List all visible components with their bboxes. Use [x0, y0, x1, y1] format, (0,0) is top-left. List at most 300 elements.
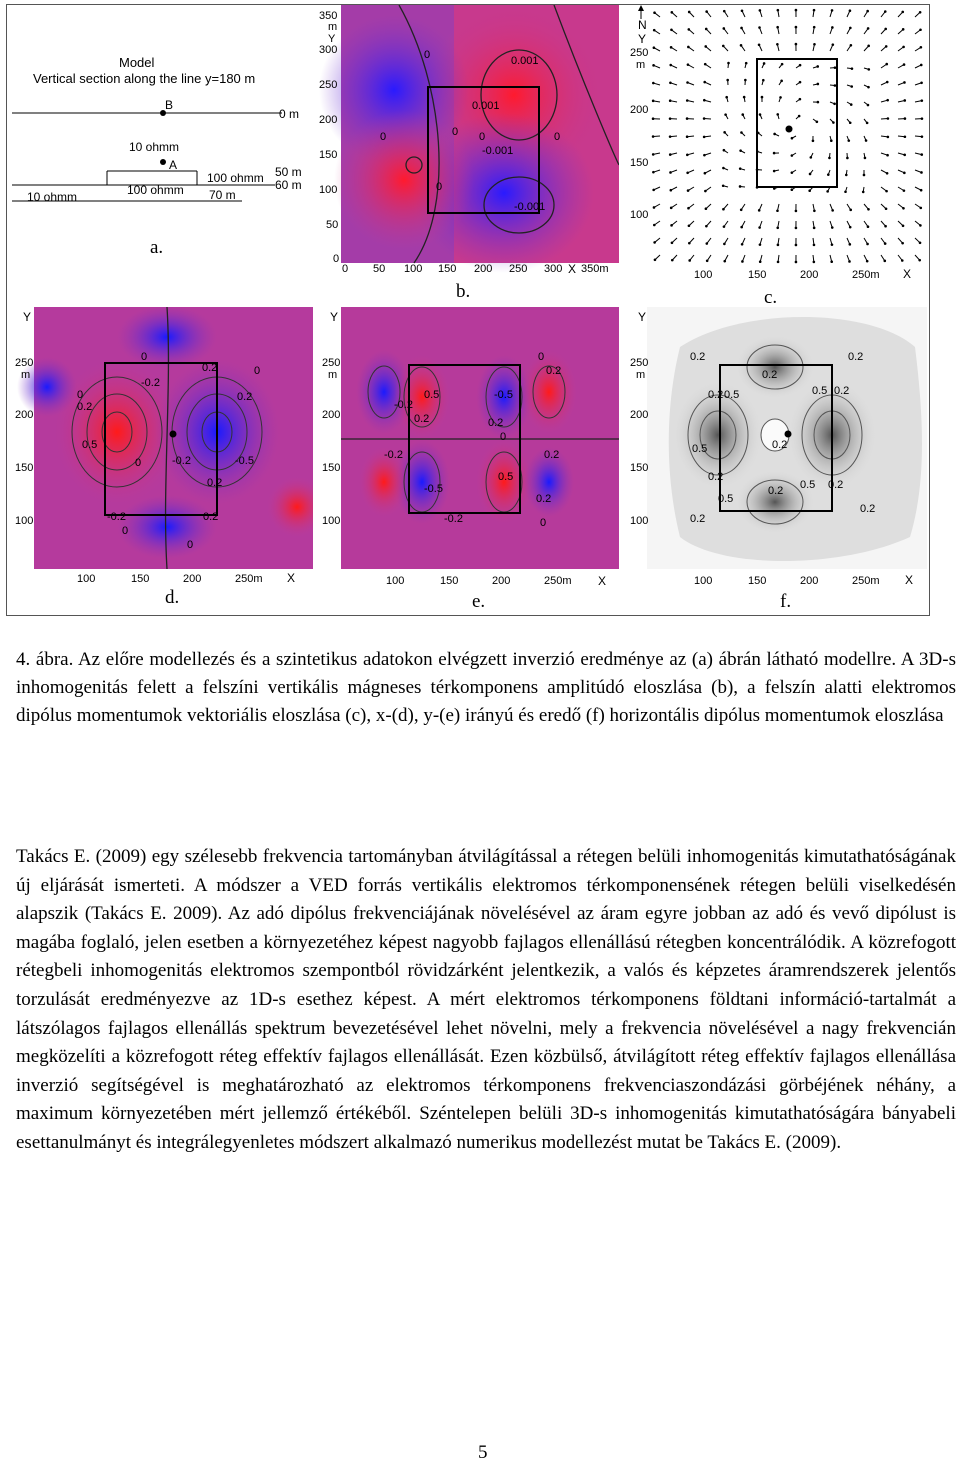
e-contour-6: -0.5 [494, 389, 513, 401]
f-contour-4: 0.5 [724, 389, 740, 401]
f-y-tick-100: 100 [630, 515, 649, 527]
vector-arrow-head [844, 190, 847, 193]
vector-arrow-head [828, 157, 831, 160]
d-y-unit: m [21, 369, 31, 381]
d-x-tick-200: 200 [183, 573, 202, 585]
f-x-tick-100: 100 [694, 575, 713, 587]
f-contour-12: 0.2 [768, 485, 784, 497]
b-x-tick-150: 150 [438, 263, 457, 275]
vector-arrow-head [671, 241, 674, 244]
vector-arrow-head [704, 63, 707, 66]
vector-arrow-head [885, 45, 888, 48]
b-y-tick-50: 50 [326, 219, 339, 231]
depth-70-label: 70 m [209, 188, 236, 202]
e-x-tick-250: 250m [544, 575, 572, 587]
d-y-tick-150: 150 [15, 462, 34, 474]
page-number: 5 [478, 1442, 488, 1463]
vector-arrow-head [688, 242, 691, 245]
vector-arrow-head [817, 101, 820, 104]
vector-arrow-head [831, 209, 834, 212]
vector-arrow-head [817, 83, 820, 86]
vector-arrow-head [920, 64, 923, 67]
vector-arrow-head [887, 136, 890, 139]
vector-arrow-head [831, 9, 834, 12]
vector-arrow-head [773, 152, 776, 155]
vector-arrow-head [723, 131, 726, 134]
vector-arrow-head [740, 226, 743, 229]
d-x-axis: X [287, 571, 296, 585]
c-y-axis: Y [638, 32, 647, 46]
vector-arrow-head [687, 63, 690, 66]
vector-arrow-head [849, 226, 852, 229]
d-contour-6: 0 [77, 389, 84, 401]
d-x-tick-100: 100 [77, 573, 96, 585]
model-section-drawing [7, 5, 313, 305]
vector-arrow-head [653, 46, 656, 49]
vector-arrow-head [687, 189, 690, 192]
y-moment-contour-map [314, 307, 619, 613]
d-contour-2: 0.2 [202, 362, 218, 374]
vector-arrow-head [834, 84, 837, 87]
b-contour-neg-0.001-a: -0.001 [482, 145, 514, 157]
vector-arrow-head [741, 243, 744, 246]
panel-e-y-moment [314, 307, 619, 613]
vector-arrow-head [867, 27, 870, 30]
vector-arrow-head [902, 46, 905, 49]
vector-arrow-head [740, 44, 743, 47]
vector-arrow-head [863, 174, 866, 177]
panel-d-letter: d. [165, 587, 180, 608]
vector-arrow-head [670, 207, 673, 210]
vector-arrow-head [847, 139, 850, 142]
vector-arrow-head [862, 191, 865, 194]
vector-arrow-head [799, 64, 802, 67]
e-contour-12: 0.5 [498, 471, 514, 483]
vector-arrow-head [705, 28, 708, 31]
vector-arrow-head [849, 243, 852, 246]
vector-arrow-head [903, 63, 906, 66]
f-contour-1: 0.2 [690, 351, 706, 363]
f-contour-5: 0.2 [708, 389, 724, 401]
vector-arrow-head [919, 28, 922, 31]
e-y-tick-200: 200 [322, 409, 341, 421]
vector-arrow-head [723, 10, 726, 13]
vector-arrow-head [669, 99, 672, 102]
vector-arrow-head [705, 207, 708, 210]
vector-arrow-head [885, 190, 888, 193]
b-contour-0.001-b: 0.001 [472, 100, 500, 112]
panel-e-letter: e. [472, 591, 486, 612]
vector-arrow-head [901, 242, 904, 245]
vector-arrow-head [809, 173, 812, 176]
d-contour-7: 0.2 [77, 401, 93, 413]
vector-arrow-head [920, 189, 923, 192]
vector-arrow-head [846, 157, 849, 160]
vector-arrow-head [703, 154, 706, 157]
vector-arrow-head [652, 135, 655, 138]
vector-arrow-head [776, 113, 779, 116]
e-x-tick-100: 100 [386, 575, 405, 587]
vector-arrow-head [652, 189, 655, 192]
vector-arrow-head [833, 102, 836, 105]
vector-arrow-head [776, 26, 779, 29]
vector-arrow-head [795, 210, 798, 213]
vector-arrow-head [669, 117, 672, 120]
vector-arrow-head [743, 96, 746, 99]
vector-arrow-head [813, 261, 816, 264]
vector-arrow-head [722, 45, 725, 48]
vector-arrow-head [686, 135, 689, 138]
vector-arrow-head [850, 103, 853, 106]
body-paragraph: Takács E. (2009) egy szélesebb frekvencia tartományban átvilágítással a rétegen belüli inhomogenitás kimutathatóságának új eljárását ismerteti. A módszer a VED forrás vertikális elektromos térkomponensének rétegen belüli viselkedésén alapszik (Takács E. 2009). Az adó dipólus frekvenciájának növelésével az áram egyre jobban az adó és vevő dipólust is magába foglaló, jelen esetben a környezetéhez képest nagyobb fajlagos ellenállású rétegben koncentrálódik. A közrefogott rétegbeli inhomogenitás elektromos szempontból rövidzárként jelentkezik, a valós és képzetes áramrendszerek jelentős torzulását eredményezve az 1D-s esethez képest. A mért elektromos térkomponens földtani információ-tartalmát a látszólagos fajlagos ellenállás spektrum bevezetésével lehet növelni, mely a frekvencia növelésével a nagy frekvencián megközelíti a közrefogott réteg effektív fajlagos ellenállását. Ezen közbülső, átvilágított réteg effektív fajlagos ellenállása inverzió segítségével is meghatározható az elektromos térkomponens frekvenciaszondázási görbéjének néhány, a maximum környezetében mért jellemző értékéből. Széntelepen belüli 3D-s inhomogenitás kimutathatóságára bányabeli esettanulmányt és integrálegyenletes módszert alkalmazó numerikus modellezést mutat be Takács E. (2009). [16, 846, 956, 1153]
b-contour-0-b: 0 [380, 131, 387, 143]
vector-arrow-head [791, 154, 794, 157]
vector-arrow-head [903, 172, 906, 175]
vector-arrow-head [795, 227, 798, 230]
b-contour-0.001-a: 0.001 [511, 55, 539, 67]
vector-arrow-head [688, 259, 691, 262]
e-x-tick-200: 200 [492, 575, 511, 587]
panel-a-model [7, 5, 313, 305]
vector-arrow-head [703, 136, 706, 139]
vector-arrow-head [903, 81, 906, 84]
res-top-label: 10 ohmm [129, 140, 180, 154]
vector-arrow-head [887, 117, 890, 120]
vector-arrow-head [686, 99, 689, 102]
c-y-tick-100: 100 [630, 209, 649, 221]
vector-arrow-head [759, 260, 762, 263]
vector-arrow-head [740, 27, 743, 30]
d-contour-11: 0 [135, 457, 142, 469]
vector-arrow-head [744, 79, 747, 82]
b-x-axis: X [568, 262, 577, 276]
e-contour-9: -0.2 [384, 449, 403, 461]
vector-arrow-head [740, 208, 743, 211]
vector-arrow-head [687, 207, 690, 210]
vector-arrow-head [904, 135, 907, 138]
f-contour-16: 0.2 [860, 503, 876, 515]
vector-arrow-head [831, 226, 834, 229]
vector-arrow-head [773, 187, 776, 190]
vector-arrow-head [686, 171, 689, 174]
vector-arrow-head [867, 225, 870, 228]
b-contour-neg-0.001-b: -0.001 [514, 201, 546, 213]
vector-arrow-head [776, 209, 779, 212]
d-contour-12: 0.2 [207, 477, 223, 489]
vector-arrow-head [688, 224, 691, 227]
vector-arrow-head [884, 28, 887, 31]
f-y-tick-250: 250 [630, 357, 649, 369]
c-y-tick-250: 250 [630, 47, 649, 59]
vector-arrow-head [919, 224, 922, 227]
vector-arrow-head [850, 85, 853, 88]
d-contour-1: 0 [141, 351, 148, 363]
vector-arrow-head [777, 9, 780, 12]
vector-arrow-head [704, 172, 707, 175]
vector-arrow-head [884, 10, 887, 13]
d-y-tick-250: 250 [15, 357, 34, 369]
vector-arrow-head [773, 133, 776, 136]
e-y-tick-100: 100 [322, 515, 341, 527]
vector-arrow-head [849, 9, 852, 12]
vector-arrow-head [920, 46, 923, 49]
vector-arrow-head [739, 167, 742, 170]
vector-arrow-head [705, 225, 708, 228]
vector-arrow-head [795, 244, 798, 247]
vector-arrow-head [812, 140, 815, 143]
vector-arrow-head [791, 137, 794, 140]
vector-arrow-head [670, 224, 673, 227]
vector-arrow-head [845, 174, 848, 177]
vector-arrow-head [791, 171, 794, 174]
vector-arrow-head [885, 63, 888, 66]
res-left-label: 10 ohmm [27, 190, 78, 204]
vector-arrow-head [777, 244, 780, 247]
vector-arrow-head [671, 259, 674, 262]
vector-arrow-head [725, 96, 728, 99]
vector-arrow-head [849, 209, 852, 212]
b-contour-0-f: 0 [436, 181, 443, 193]
vector-arrow-head [670, 46, 673, 49]
b-y-axis: Y [328, 33, 336, 45]
depth-50-label: 50 m [275, 165, 302, 179]
vector-arrow-head [867, 68, 870, 71]
vector-arrow-head [816, 120, 819, 123]
vector-arrow-head [791, 188, 794, 191]
vector-arrow-head [653, 29, 656, 32]
vector-arrow-head [739, 149, 742, 152]
vector-arrow-head [886, 154, 889, 157]
vector-arrow-head [727, 62, 730, 65]
d-y-axis: Y [23, 310, 32, 324]
vector-arrow-head [726, 79, 729, 82]
vector-arrow-head [795, 9, 798, 12]
f-y-tick-200: 200 [630, 409, 649, 421]
vector-arrow-head [919, 11, 922, 14]
b-y-tick-150: 150 [319, 149, 338, 161]
vector-arrow-head [758, 209, 761, 212]
vector-arrow-head [849, 27, 852, 30]
vector-arrow-head [867, 104, 870, 107]
b-y-unit: m [328, 21, 338, 33]
vector-arrow-head [813, 209, 816, 212]
vector-arrow-head [827, 173, 830, 176]
vector-arrow-head [723, 243, 726, 246]
model-subtitle: Vertical section along the line y=180 m [33, 71, 256, 86]
figure-caption: 4. ábra. Az előre modellezés és a szintetikus adatokon elvégzett inverzió eredménye az (a) ábrán látható modellre. A 3D-s inhomogenitás felett a felszíni vertikális mágneses térkomponens amplitúdó eloszlása (b), a felszín alatti elektromos dipólus momentumok vektoriális eloszlása (c), x-(d), y-(e) irányú és eredő (f) horizontális dipólus momentumok eloszlása [16, 649, 956, 726]
vector-arrow-head [762, 79, 765, 82]
vector-arrow-head [902, 28, 905, 31]
vector-arrow-head [903, 154, 906, 157]
depth-0-label: 0 m [279, 107, 300, 121]
e-contour-15: 0 [540, 517, 547, 529]
b-x-tick-300: 300 [544, 263, 563, 275]
resultant-moment-contour-map [620, 307, 927, 613]
f-y-axis: Y [638, 310, 647, 324]
vector-arrow-head [884, 225, 887, 228]
f-contour-7: 0.2 [834, 385, 850, 397]
f-x-tick-150: 150 [748, 575, 767, 587]
b-x-tick-50: 50 [373, 263, 386, 275]
panel-f-resultant-moment [620, 307, 927, 613]
vector-arrow-head [705, 242, 708, 245]
vector-arrow-head [851, 67, 854, 70]
vector-arrow-head [813, 43, 816, 46]
vector-arrow-head [799, 98, 802, 101]
e-contour-10: 0.2 [544, 449, 560, 461]
vector-arrow-head [831, 26, 834, 29]
vector-arrow-head [704, 45, 707, 48]
f-contour-3: 0.2 [762, 369, 778, 381]
vector-arrow-head [902, 224, 905, 227]
vector-arrow-head [808, 189, 811, 192]
b-contour-0-d: 0 [479, 131, 486, 143]
vector-arrow-head [918, 259, 921, 262]
panel-d-x-moment [7, 307, 313, 613]
vector-arrow-head [670, 189, 673, 192]
vector-arrow-head [686, 117, 689, 120]
vector-arrow-head [745, 62, 748, 65]
f-x-axis: X [905, 573, 914, 587]
e-contour-4: 0.2 [414, 413, 430, 425]
vector-arrow-head [864, 157, 867, 160]
vector-arrow-head [740, 131, 743, 134]
e-x-tick-150: 150 [440, 575, 459, 587]
vector-arrow-head [779, 96, 782, 99]
vector-arrow-head [867, 45, 870, 48]
vector-arrow-head [850, 44, 853, 47]
vector-arrow-head [759, 243, 762, 246]
vector-arrow-head [781, 63, 784, 66]
b-x-tick-0: 0 [342, 263, 349, 275]
d-y-tick-200: 200 [15, 409, 34, 421]
f-contour-8: 0.5 [692, 443, 708, 455]
vector-arrow-head [903, 189, 906, 192]
vector-arrow-head [813, 227, 816, 230]
vector-arrow-head [813, 9, 816, 12]
vector-arrow-head [919, 242, 922, 245]
vector-arrow-head [669, 135, 672, 138]
vector-arrow-head [867, 86, 870, 89]
vector-arrow-head [669, 171, 672, 174]
d-x-tick-150: 150 [131, 573, 150, 585]
e-x-axis: X [598, 574, 607, 588]
vector-arrow-head [653, 206, 656, 209]
vector-arrow-head [758, 43, 761, 46]
d-contour-9: -0.2 [172, 455, 191, 467]
vector-arrow-head [920, 81, 923, 84]
vector-arrow-head [848, 260, 851, 263]
e-y-axis: Y [330, 310, 339, 324]
vector-arrow-head [671, 11, 674, 14]
e-contour-5: 0.5 [424, 389, 440, 401]
vector-arrow-head [831, 243, 834, 246]
vector-arrow-head [866, 10, 869, 13]
vector-arrow-head [758, 226, 761, 229]
b-x-tick-250: 250 [509, 263, 528, 275]
vector-arrow-head [901, 11, 904, 14]
f-contour-9: 0.2 [772, 439, 788, 451]
e-contour-1: 0 [538, 351, 545, 363]
d-contour-16: 0 [187, 539, 194, 551]
f-contour-15: 0.2 [690, 513, 706, 525]
vector-arrow-head [799, 81, 802, 84]
f-contour-11: 0.5 [718, 493, 734, 505]
d-contour-5: 0.2 [237, 391, 253, 403]
vector-arrow-head [739, 185, 742, 188]
d-x-tick-250: 250m [235, 573, 263, 585]
vector-arrow-head [705, 10, 708, 13]
vector-arrow-head [653, 11, 656, 14]
vector-arrow-head [687, 46, 690, 49]
vector-arrow-head [652, 82, 655, 85]
vector-arrow-head [704, 190, 707, 193]
e-y-tick-250: 250 [322, 357, 341, 369]
b-y-tick-0: 0 [333, 253, 340, 265]
vector-arrow-head [886, 81, 889, 84]
vector-arrow-head [741, 260, 744, 263]
vector-arrow-head [703, 99, 706, 102]
vector-arrow-head [652, 100, 655, 103]
e-contour-11: -0.5 [424, 483, 443, 495]
panel-c-vector-field [620, 5, 927, 305]
panel-f-letter: f. [780, 591, 792, 612]
vector-arrow-head [865, 139, 868, 142]
vector-arrow-head [654, 258, 657, 261]
vector-arrow-head [757, 132, 760, 135]
point-a-label: A [169, 158, 178, 172]
x-moment-contour-map [7, 307, 313, 613]
d-contour-10: -0.5 [235, 455, 254, 467]
model-title: Model [119, 55, 155, 70]
vector-arrow-head [920, 153, 923, 156]
vector-arrow-head [884, 242, 887, 245]
d-contour-13: -0.2 [107, 511, 126, 523]
vector-arrow-head [669, 153, 672, 156]
vector-arrow-head [758, 26, 761, 29]
vector-arrow-head [722, 167, 725, 170]
d-contour-15: 0.2 [203, 511, 219, 523]
d-contour-4: 0 [254, 365, 261, 377]
vector-arrow-head [703, 117, 706, 120]
vector-arrow-head [759, 113, 762, 116]
c-x-tick-100: 100 [694, 269, 713, 281]
vector-arrow-head [653, 224, 656, 227]
e-contour-2: 0.2 [546, 365, 562, 377]
dipole-vector-map [620, 5, 927, 305]
c-y-tick-150: 150 [630, 157, 649, 169]
vector-arrow-head [902, 207, 905, 210]
vector-arrow-head [866, 122, 869, 125]
vector-arrow-head [795, 43, 798, 46]
vector-arrow-head [687, 28, 690, 31]
vector-arrow-head [921, 135, 924, 138]
vector-arrow-head [652, 153, 655, 156]
f-contour-13: 0.5 [800, 479, 816, 491]
north-label: N [638, 18, 647, 32]
vector-arrow-head [886, 172, 889, 175]
vector-arrow-head [669, 82, 672, 85]
panel-b-letter: b. [456, 281, 471, 302]
vector-arrow-head [798, 115, 801, 118]
vector-arrow-head [849, 121, 852, 124]
vector-arrow-head [763, 62, 766, 65]
vector-arrow-head [722, 208, 725, 211]
point-b-label: B [165, 98, 174, 112]
vector-arrow-head [920, 171, 923, 174]
f-y-unit: m [636, 369, 646, 381]
vector-arrow-head [703, 81, 706, 84]
